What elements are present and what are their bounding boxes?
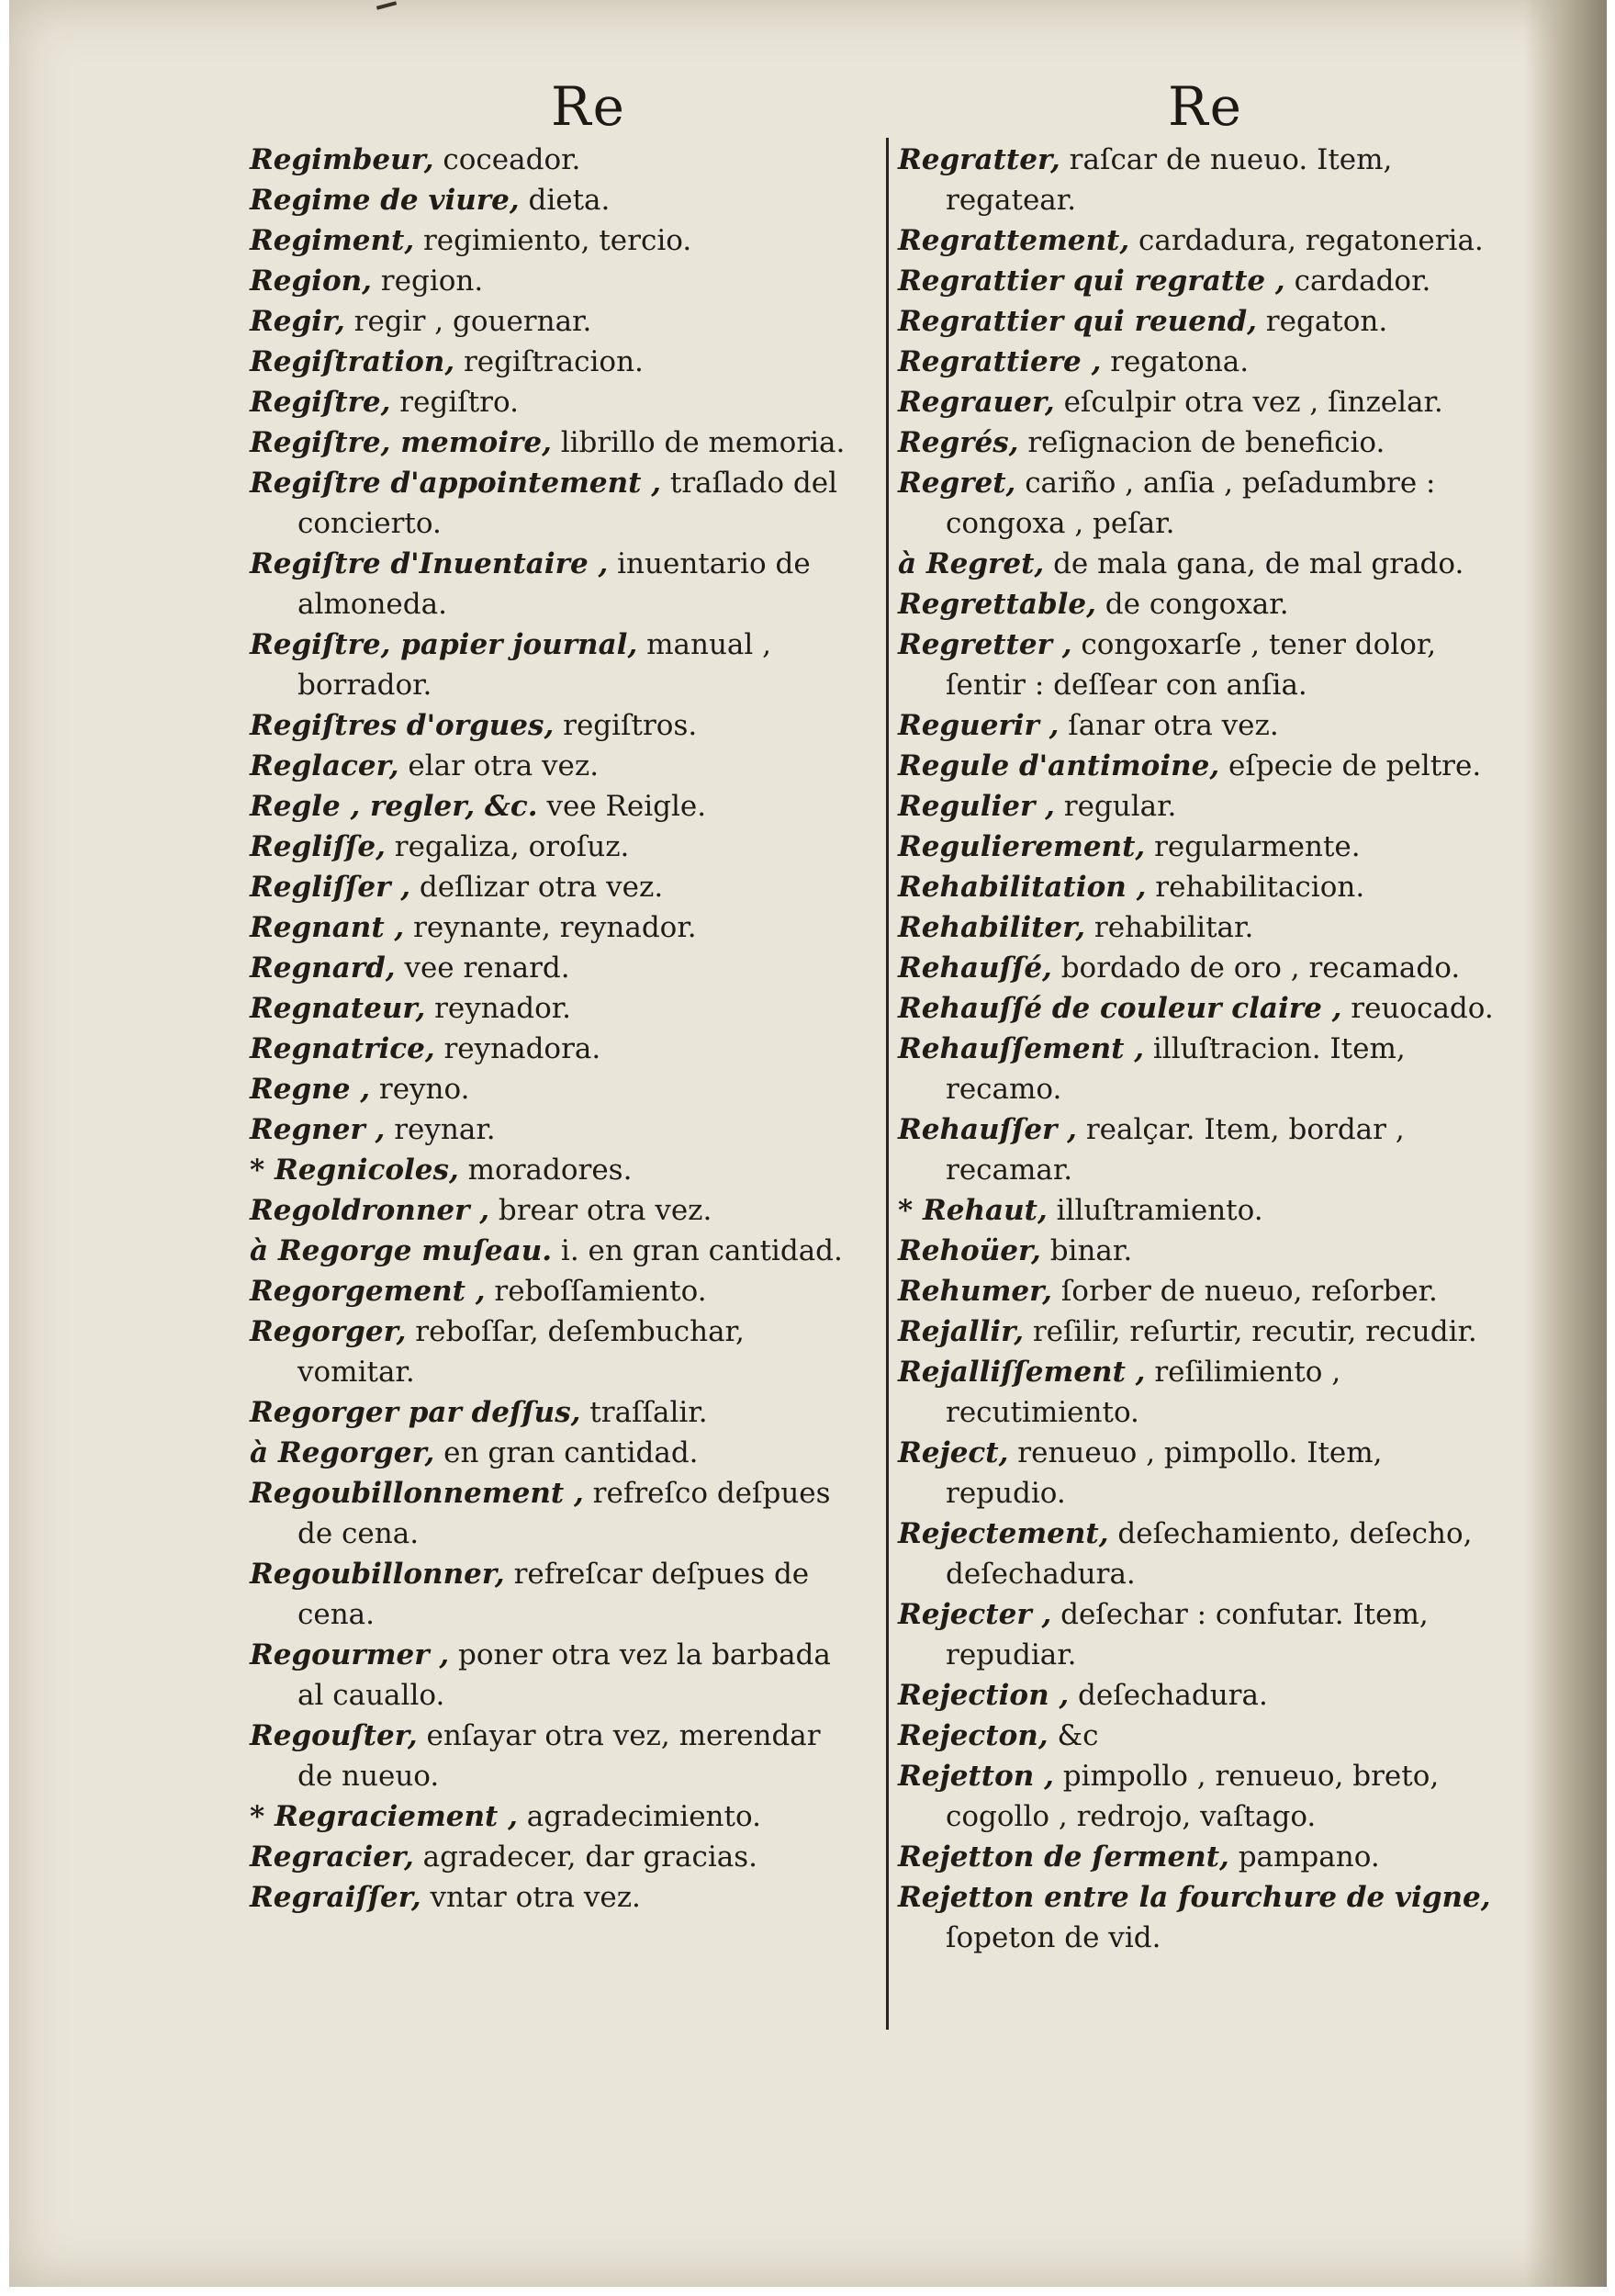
entry-definition: brear otra vez.	[489, 1194, 712, 1227]
dictionary-entry	[898, 625, 1504, 705]
entry-headword: Regiſtre d'appointement ,	[250, 467, 662, 500]
entry-definition: agradecimiento.	[517, 1800, 761, 1833]
entry-headword: * Regnicoles,	[250, 1154, 459, 1187]
entry-headword: Regoldronner ,	[250, 1194, 490, 1227]
dictionary-entry	[250, 988, 856, 1029]
entry-headword: Regorger,	[250, 1315, 407, 1348]
entry-definition: cardadura, regatoneria.	[1129, 224, 1484, 257]
entry-headword: Regrattier qui reuend,	[898, 305, 1257, 338]
entry-definition: regaliza, oroſuz.	[385, 830, 630, 863]
entry-definition: reynador.	[425, 992, 572, 1025]
dictionary-entry	[898, 382, 1504, 422]
entry-headword: Regouſter,	[250, 1719, 418, 1752]
entry-definition: rehabilitar.	[1085, 911, 1254, 944]
dictionary-entry	[250, 422, 856, 463]
entry-headword: Reject,	[898, 1436, 1009, 1469]
entry-headword: Regner ,	[250, 1113, 386, 1146]
entry-definition: illuſtramiento.	[1047, 1194, 1263, 1227]
entry-headword: Rehabilitation ,	[898, 871, 1147, 904]
entry-definition: refreſco deſpues de cena.	[297, 1477, 831, 1550]
dictionary-entry	[898, 261, 1504, 301]
entry-definition: raſcar de nueuo. Item, regatear.	[946, 143, 1393, 217]
entry-headword: Regoubillonner,	[250, 1558, 505, 1591]
dictionary-entry	[898, 1675, 1504, 1716]
ink-mark	[376, 1, 397, 10]
entry-definition: illuſtracion. Item, recamo.	[946, 1032, 1406, 1106]
entry-definition: vee Reigle.	[537, 790, 707, 823]
entry-headword: Rejetton entre la fourchure de vigne,	[898, 1881, 1491, 1914]
entry-headword: Regrés,	[898, 426, 1019, 459]
dictionary-entry	[250, 1069, 856, 1109]
dictionary-entry	[250, 1392, 856, 1433]
entry-definition: de mala gana, de mal grado.	[1044, 547, 1464, 580]
entry-headword: Regiſtres d'orgues,	[250, 709, 555, 742]
entry-headword: Rehumer,	[898, 1275, 1052, 1308]
entry-definition: cardador.	[1284, 264, 1431, 298]
entry-headword: Regiſtration,	[250, 345, 455, 378]
dictionary-entry	[250, 180, 856, 220]
entry-headword: * Regraciement ,	[250, 1800, 518, 1833]
dictionary-entry	[898, 705, 1504, 746]
entry-definition: ſopeton de vid.	[946, 1921, 1161, 1954]
entry-headword: Regnatrice,	[250, 1032, 435, 1065]
entry-headword: Reglacer,	[250, 749, 399, 782]
left-page-header: Re	[551, 75, 626, 138]
entry-headword: Region,	[250, 264, 372, 298]
page	[9, 0, 1607, 2287]
entry-definition: refreſcar deſpues de cena.	[297, 1558, 810, 1631]
entry-definition: ſorber de nueuo, reſorber.	[1051, 1275, 1438, 1308]
entry-definition: librillo de memoria.	[551, 426, 846, 459]
dictionary-entry	[898, 988, 1504, 1029]
dictionary-entry	[898, 907, 1504, 948]
entry-definition: pampano.	[1228, 1840, 1380, 1874]
column-divider	[886, 138, 889, 2030]
entry-definition: binar.	[1040, 1234, 1133, 1267]
entry-headword: Rehauſſement ,	[898, 1032, 1145, 1065]
entry-definition: en gran cantidad.	[434, 1436, 699, 1469]
dictionary-entry	[250, 544, 856, 625]
entry-definition: agradecer, dar gracias.	[413, 1840, 757, 1874]
entry-definition: reſilimiento , recutimiento.	[946, 1356, 1341, 1429]
entry-headword: Regliſſe,	[250, 830, 386, 863]
dictionary-entry	[898, 1837, 1504, 1877]
entry-definition: reynante, reynador.	[404, 911, 697, 944]
entry-headword: Regoubillonnement ,	[250, 1477, 584, 1510]
dictionary-entry	[898, 786, 1504, 827]
entry-definition: regimiento, tercio.	[414, 224, 692, 257]
dictionary-entry	[898, 1231, 1504, 1271]
dictionary-entry	[250, 1029, 856, 1069]
dictionary-entry	[250, 1109, 856, 1150]
dictionary-entry	[250, 342, 856, 382]
dictionary-entry	[898, 1109, 1504, 1190]
dictionary-entry	[250, 301, 856, 342]
dictionary-entry	[250, 463, 856, 544]
entry-definition: enſayar otra vez, merendar de nueuo.	[297, 1719, 821, 1793]
entry-headword: Regne ,	[250, 1073, 371, 1106]
entry-definition: regaton.	[1256, 305, 1388, 338]
entry-definition: regiſtros.	[554, 709, 698, 742]
dictionary-entry	[898, 1594, 1504, 1675]
entry-headword: Regret,	[898, 467, 1016, 500]
dictionary-entry	[898, 1352, 1504, 1433]
dictionary-entry	[250, 827, 856, 867]
entry-definition: deſechar : confutar. Item, repudiar.	[946, 1598, 1429, 1671]
entry-headword: Regrattier qui regratte ,	[898, 264, 1285, 298]
entry-definition: eſculpir otra vez , ſinzelar.	[1054, 386, 1443, 419]
dictionary-entry	[898, 1029, 1504, 1109]
entry-headword: à Regorge muſeau.	[250, 1234, 553, 1267]
entry-headword: Regiſtre, papier journal,	[250, 628, 638, 661]
entry-definition: deſlizar otra vez.	[410, 871, 664, 904]
entry-headword: Rejalliſſement ,	[898, 1356, 1146, 1389]
entry-headword: Regrattiere ,	[898, 345, 1102, 378]
entry-definition: deſechadura.	[1069, 1679, 1268, 1712]
entry-headword: Regir,	[250, 305, 345, 338]
dictionary-entry	[898, 342, 1504, 382]
entry-headword: Regule d'antimoine,	[898, 749, 1220, 782]
dictionary-entry	[898, 1433, 1504, 1514]
entry-headword: Regorger par deſſus,	[250, 1396, 581, 1429]
dictionary-entry	[898, 827, 1504, 867]
entry-definition: reboſſar, deſembuchar, vomitar.	[297, 1315, 745, 1389]
dictionary-entry	[898, 867, 1504, 907]
dictionary-entry	[898, 584, 1504, 625]
entry-headword: Regnant ,	[250, 911, 405, 944]
dictionary-entry	[250, 1231, 856, 1271]
dictionary-entry	[250, 1877, 856, 1918]
entry-headword: Regrettable,	[898, 588, 1096, 621]
entry-headword: Rejecton,	[898, 1719, 1049, 1752]
dictionary-entry	[250, 1554, 856, 1635]
entry-headword: Regorgement ,	[250, 1275, 486, 1308]
dictionary-entry	[250, 705, 856, 746]
entry-definition: regularmente.	[1145, 830, 1361, 863]
entry-definition: coceador.	[433, 143, 581, 176]
entry-headword: Rejection ,	[898, 1679, 1070, 1712]
entry-headword: Regiſtre d'Inuentaire ,	[250, 547, 609, 580]
entry-definition: deſechamiento, deſecho, deſechadura.	[946, 1517, 1473, 1591]
dictionary-entry	[898, 1877, 1504, 1958]
dictionary-entry	[898, 746, 1504, 786]
left-column	[250, 140, 856, 1918]
right-column	[898, 140, 1504, 1958]
entry-headword: Regretter ,	[898, 628, 1072, 661]
dictionary-entry	[250, 382, 856, 422]
dictionary-entry	[250, 1190, 856, 1231]
dictionary-entry	[250, 1271, 856, 1311]
entry-headword: Regliſſer ,	[250, 871, 411, 904]
entry-headword: Regnard,	[250, 951, 396, 985]
entry-definition: reynadora.	[434, 1032, 601, 1065]
entry-definition: inuentario de almoneda.	[297, 547, 811, 621]
entry-definition: reyno.	[370, 1073, 470, 1106]
entry-definition: bordado de oro , recamado.	[1051, 951, 1461, 985]
entry-headword: Regiment,	[250, 224, 415, 257]
entry-definition: regir , gouernar.	[344, 305, 592, 338]
entry-definition: regiſtracion.	[454, 345, 644, 378]
dictionary-entry	[250, 1635, 856, 1716]
entry-headword: Regulierement,	[898, 830, 1146, 863]
dictionary-entry	[898, 1190, 1504, 1231]
entry-definition: eſpecie de peltre.	[1219, 749, 1482, 782]
entry-definition: traſſalir.	[580, 1396, 708, 1429]
entry-definition: vee renard.	[395, 951, 570, 985]
entry-definition: regular.	[1054, 790, 1177, 823]
dictionary-entry	[898, 544, 1504, 584]
dictionary-entry	[898, 1716, 1504, 1756]
entry-headword: Regraiſſer,	[250, 1881, 421, 1914]
entry-headword: Regrattement,	[898, 224, 1130, 257]
entry-definition: pimpollo , renueuo, breto, cogollo , redrojo, vaſtago.	[946, 1760, 1440, 1833]
entry-headword: Reguerir ,	[898, 709, 1060, 742]
entry-headword: Rehauſſer ,	[898, 1113, 1077, 1146]
entry-headword: à Regret,	[898, 547, 1045, 580]
entry-definition: ſanar otra vez.	[1059, 709, 1279, 742]
dictionary-entry	[250, 948, 856, 988]
dictionary-entry	[898, 1514, 1504, 1594]
entry-definition: cariño , anſia , peſadumbre : congoxa , peſar.	[946, 467, 1436, 540]
entry-headword: Rejetton de ſerment,	[898, 1840, 1229, 1874]
entry-headword: à Regorger,	[250, 1436, 435, 1469]
entry-headword: Rehauſſé de couleur claire ,	[898, 992, 1342, 1025]
entry-headword: Regle , regler, &c.	[250, 790, 538, 823]
dictionary-entry	[250, 140, 856, 180]
dictionary-entry	[898, 1756, 1504, 1837]
dictionary-entry	[250, 746, 856, 786]
entry-definition: reſignacion de beneficio.	[1018, 426, 1385, 459]
entry-headword: Regimbeur,	[250, 143, 434, 176]
entry-headword: Rejectement,	[898, 1517, 1109, 1550]
entry-definition: de congoxar.	[1095, 588, 1289, 621]
entry-definition: traſlado del concierto.	[297, 467, 837, 540]
entry-definition: reboſſamiento.	[485, 1275, 707, 1308]
dictionary-entry	[250, 907, 856, 948]
entry-headword: Rehabiliter,	[898, 911, 1086, 944]
entry-headword: Rehauſſé,	[898, 951, 1052, 985]
entry-headword: Regourmer ,	[250, 1638, 450, 1671]
entry-headword: Rejecter ,	[898, 1598, 1052, 1631]
entry-definition: rehabilitacion.	[1146, 871, 1365, 904]
dictionary-entry	[898, 140, 1504, 220]
entry-headword: Regime de viure,	[250, 184, 520, 217]
dictionary-entry	[250, 625, 856, 705]
dictionary-entry	[250, 1433, 856, 1473]
entry-definition: realçar. Item, bordar , recamar.	[946, 1113, 1405, 1187]
dictionary-entry	[250, 1311, 856, 1392]
dictionary-entry	[250, 786, 856, 827]
entry-headword: Regiſtre, memoire,	[250, 426, 552, 459]
entry-definition: reſilir, reſurtir, recutir, recudir.	[1024, 1315, 1477, 1348]
entry-definition: elar otra vez.	[398, 749, 600, 782]
entry-definition: &c	[1048, 1719, 1099, 1752]
entry-headword: Regiſtre,	[250, 386, 391, 419]
entry-definition: reuocado.	[1341, 992, 1494, 1025]
entry-definition: poner otra vez la barbada al cauallo.	[297, 1638, 831, 1712]
entry-definition: renueuo , pimpollo. Item, repudio.	[946, 1436, 1383, 1510]
dictionary-entry	[250, 1150, 856, 1190]
entry-definition: congoxarſe , tener dolor, ſentir : deſſear con anſia.	[946, 628, 1437, 702]
entry-headword: Regratter,	[898, 143, 1060, 176]
dictionary-entry	[250, 220, 856, 261]
dictionary-entry	[898, 301, 1504, 342]
entry-headword: Regulier ,	[898, 790, 1055, 823]
entry-headword: Regrauer,	[898, 386, 1055, 419]
entry-headword: Regracier,	[250, 1840, 414, 1874]
dictionary-entry	[250, 1473, 856, 1554]
dictionary-entry	[898, 422, 1504, 463]
dictionary-entry	[898, 948, 1504, 988]
entry-definition: regiſtro.	[390, 386, 519, 419]
dictionary-entry	[250, 1837, 856, 1877]
entry-headword: * Rehaut,	[898, 1194, 1048, 1227]
entry-definition: vntar otra vez.	[421, 1881, 641, 1914]
dictionary-entry	[250, 261, 856, 301]
entry-headword: Rejallir,	[898, 1315, 1024, 1348]
dictionary-entry	[250, 867, 856, 907]
entry-definition: regatona.	[1101, 345, 1250, 378]
book-spine-shadow	[1524, 0, 1607, 2287]
entry-definition: manual , borrador.	[297, 628, 772, 702]
dictionary-entry	[898, 1271, 1504, 1311]
entry-definition: moradores.	[458, 1154, 633, 1187]
entry-definition: i. en gran cantidad.	[552, 1234, 843, 1267]
entry-definition: dieta.	[519, 184, 611, 217]
entry-headword: Regnateur,	[250, 992, 426, 1025]
dictionary-entry	[250, 1796, 856, 1837]
entry-headword: Rehoüer,	[898, 1234, 1041, 1267]
right-page-header: Re	[1168, 75, 1243, 138]
dictionary-entry	[898, 220, 1504, 261]
entry-headword: Rejetton ,	[898, 1760, 1054, 1793]
entry-definition: reynar.	[385, 1113, 496, 1146]
dictionary-entry	[898, 1311, 1504, 1352]
dictionary-entry	[250, 1716, 856, 1796]
dictionary-entry	[898, 463, 1504, 544]
entry-definition: region.	[371, 264, 484, 298]
